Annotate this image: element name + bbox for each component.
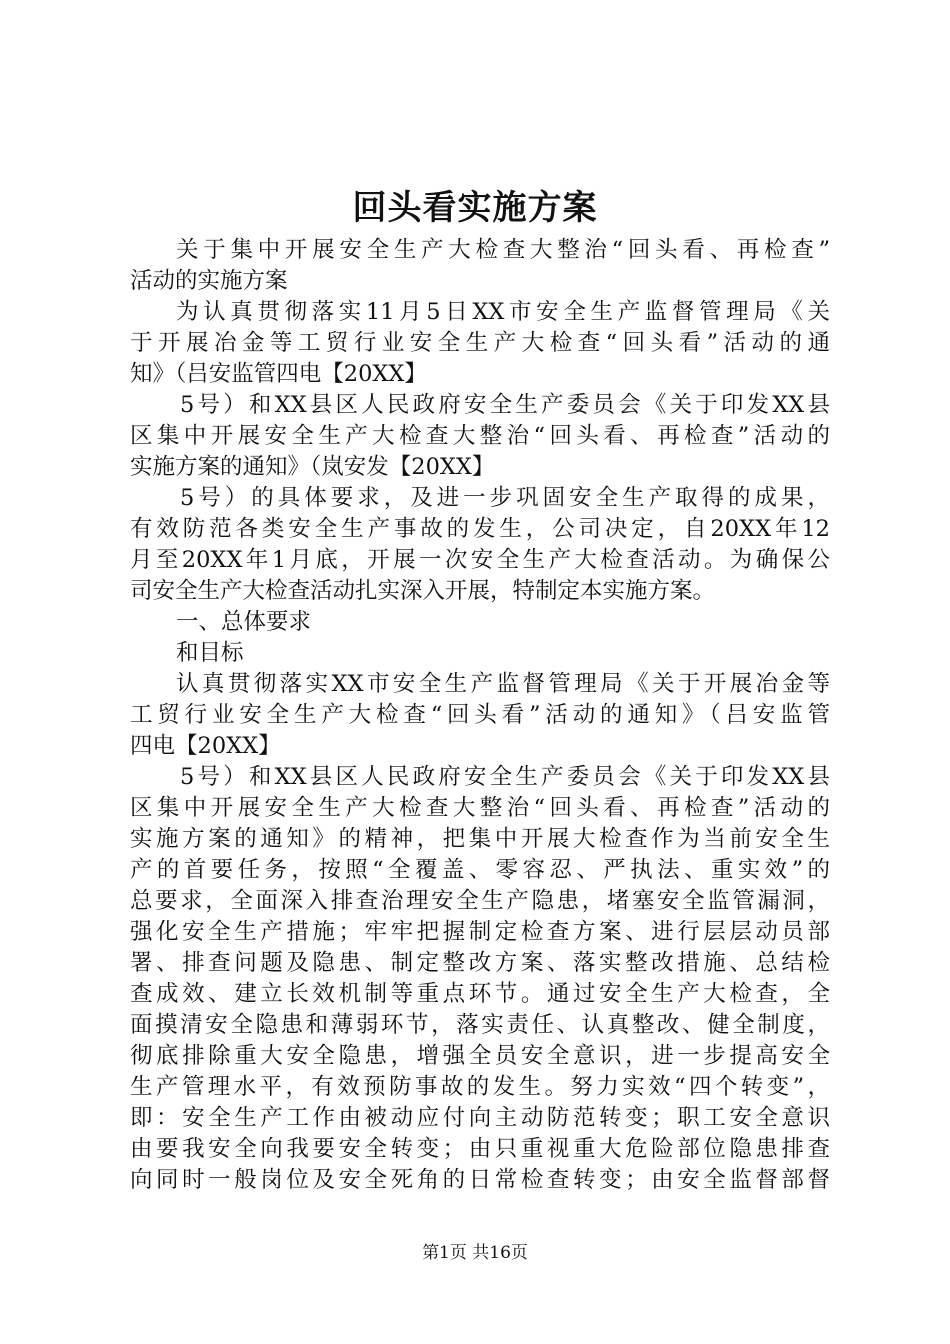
text-line: 区集中开展安全生产大检查大整治“回头看、再检查”活动的 xyxy=(130,423,830,449)
text-line: 即：安全生产工作由被动应付向主动防范转变；职工安全意识 xyxy=(130,1105,830,1131)
text-line: 产的首要任务，按照“全覆盖、零容忍、严执法、重实效”的 xyxy=(130,857,830,883)
text-line: 总要求，全面深入排查治理安全生产隐患，堵塞安全监管漏洞， xyxy=(130,888,830,914)
text-line: 向同时一般岗位及安全死角的日常检查转变；由安全监督部督 xyxy=(130,1167,830,1193)
text-line: 四电【20XX】 xyxy=(130,733,281,759)
text-line: 有效防范各类安全生产事故的发生，公司决定，自20XX年12 xyxy=(130,516,830,542)
text-line: 由要我安全向我要安全转变；由只重视重大危险部位隐患排查 xyxy=(130,1136,830,1162)
document-title: 回头看实施方案 xyxy=(352,188,598,228)
text-line: 生产管理水平，有效预防事故的发生。努力实效“四个转变”， xyxy=(130,1074,830,1100)
section-heading: 一、总体要求 xyxy=(176,609,312,635)
page-number-footer: 第1页 共16页 xyxy=(422,1243,528,1263)
text-line: 活动的实施方案 xyxy=(130,268,288,294)
text-line: 5号）和XX县区人民政府安全生产委员会《关于印发XX县 xyxy=(180,764,830,790)
text-line: 关于集中开展安全生产大检查大整治“回头看、再检查” xyxy=(176,237,830,263)
text-line: 5号）的具体要求，及进一步巩固安全生产取得的成果， xyxy=(180,485,830,511)
text-line: 认真贯彻落实XX市安全生产监督管理局《关于开展冶金等 xyxy=(176,671,830,697)
section-heading: 和目标 xyxy=(176,640,244,666)
text-line: 面摸清安全隐患和薄弱环节，落实责任、认真整改、健全制度， xyxy=(130,1012,830,1038)
text-line: 为认真贯彻落实11月5日XX市安全生产监督管理局《关 xyxy=(176,299,830,325)
text-line: 强化安全生产措施；牢牢把握制定检查方案、进行层层动员部 xyxy=(130,919,830,945)
text-line: 于开展冶金等工贸行业安全生产大检查“回头看”活动的通 xyxy=(130,330,830,356)
text-line: 5号）和XX县区人民政府安全生产委员会《关于印发XX县 xyxy=(180,392,830,418)
text-line: 知》（吕安监管四电【20XX】 xyxy=(130,361,427,387)
text-line: 查成效、建立长效机制等重点环节。通过安全生产大检查，全 xyxy=(130,981,830,1007)
text-line: 区集中开展安全生产大检查大整治“回头看、再检查”活动的 xyxy=(130,795,830,821)
text-line: 月至20XX年1月底，开展一次安全生产大检查活动。为确保公 xyxy=(130,547,830,573)
text-line: 实施方案的通知》（岚安发【20XX】 xyxy=(130,454,495,480)
text-line: 署、排查问题及隐患、制定整改方案、落实整改措施、总结检 xyxy=(130,950,830,976)
text-line: 实施方案的通知》的精神，把集中开展大检查作为当前安全生 xyxy=(130,826,830,852)
text-line: 彻底排除重大安全隐患，增强全员安全意识，进一步提高安全 xyxy=(130,1043,830,1069)
document-body xyxy=(130,235,830,1196)
text-line: 工贸行业安全生产大检查“回头看”活动的通知》（吕安监管 xyxy=(130,702,830,728)
text-line: 司安全生产大检查活动扎实深入开展，特制定本实施方案。 xyxy=(130,578,716,604)
